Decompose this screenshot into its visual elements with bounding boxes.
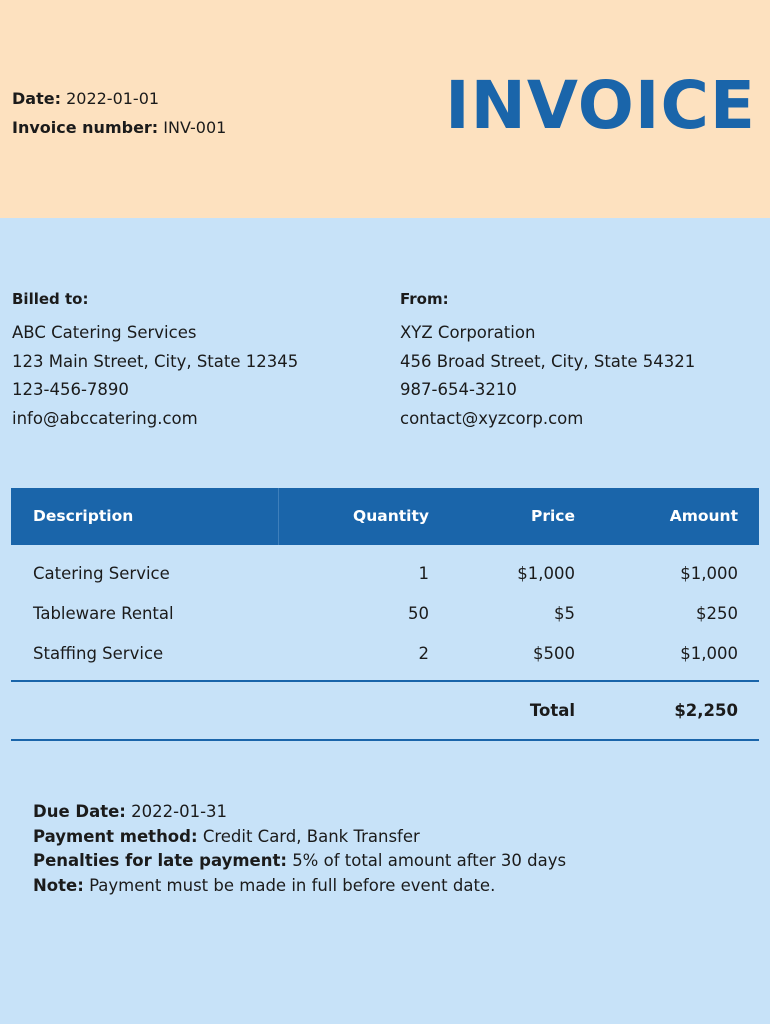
from-section — [400, 288, 695, 433]
item-price: $1,000 — [517, 564, 575, 583]
payment-method — [33, 825, 566, 850]
item-quantity: 2 — [418, 644, 429, 663]
header-divider — [278, 488, 279, 545]
date-value: 2022-01-01 — [66, 89, 160, 108]
table-header — [11, 488, 759, 545]
invoice-number-value: INV-001 — [163, 118, 227, 137]
total-bottom-rule — [11, 739, 759, 741]
note — [33, 874, 566, 899]
from-email: contact@xyzcorp.com — [400, 408, 584, 428]
table-row — [11, 554, 759, 594]
late-penalty-value: 5% of total amount after 30 days — [292, 851, 567, 870]
total-value: $2,250 — [674, 701, 738, 720]
billed-to-company: ABC Catering Services — [12, 323, 197, 342]
item-quantity: 50 — [408, 604, 429, 623]
date-label: Date: — [12, 89, 61, 108]
invoice-header — [0, 0, 770, 218]
billed-to-address: 123 Main Street, City, State 12345 — [12, 351, 299, 371]
item-amount: $250 — [696, 604, 738, 623]
note-label: Note: — [33, 875, 84, 895]
item-description: Tableware Rental — [33, 604, 174, 623]
from-company: XYZ Corporation — [400, 323, 536, 342]
item-description: Staffing Service — [33, 644, 164, 663]
note-value: Payment must be made in full before event date. — [89, 875, 496, 895]
line-items-table — [11, 488, 759, 741]
billed-to-heading: Billed to: — [12, 290, 89, 308]
total-label: Total — [529, 701, 575, 720]
late-penalty — [33, 849, 566, 874]
item-price: $500 — [533, 644, 575, 663]
table-row — [11, 634, 759, 674]
table-row — [11, 594, 759, 634]
item-description: Catering Service — [33, 564, 170, 583]
billed-to-section — [12, 288, 298, 433]
invoice-number — [12, 113, 226, 142]
invoice-date — [12, 84, 226, 113]
column-header-amount: Amount — [669, 507, 738, 525]
billed-to-email: info@abccatering.com — [12, 408, 198, 428]
item-amount: $1,000 — [680, 564, 738, 583]
table-body — [11, 545, 759, 680]
invoice-number-label: Invoice number: — [12, 118, 159, 137]
payment-method-label: Payment method: — [33, 826, 198, 846]
from-phone: 987-654-3210 — [400, 380, 517, 399]
due-date — [33, 800, 566, 825]
item-amount: $1,000 — [680, 644, 738, 663]
from-address: 456 Broad Street, City, State 54321 — [400, 351, 696, 371]
column-header-quantity: Quantity — [353, 507, 429, 525]
column-header-description: Description — [33, 507, 134, 525]
payment-method-value: Credit Card, Bank Transfer — [202, 826, 420, 846]
from-heading: From: — [400, 290, 449, 308]
invoice-meta — [12, 84, 226, 142]
due-date-label: Due Date: — [33, 802, 126, 821]
payment-terms — [33, 800, 566, 898]
column-header-price: Price — [530, 507, 575, 525]
late-penalty-label: Penalties for late payment: — [33, 851, 287, 870]
due-date-value: 2022-01-31 — [131, 802, 228, 821]
billed-to-phone: 123-456-7890 — [12, 380, 129, 399]
total-row — [11, 682, 759, 739]
invoice-title: INVOICE — [445, 67, 756, 144]
item-price: $5 — [554, 604, 575, 623]
item-quantity: 1 — [418, 564, 429, 583]
